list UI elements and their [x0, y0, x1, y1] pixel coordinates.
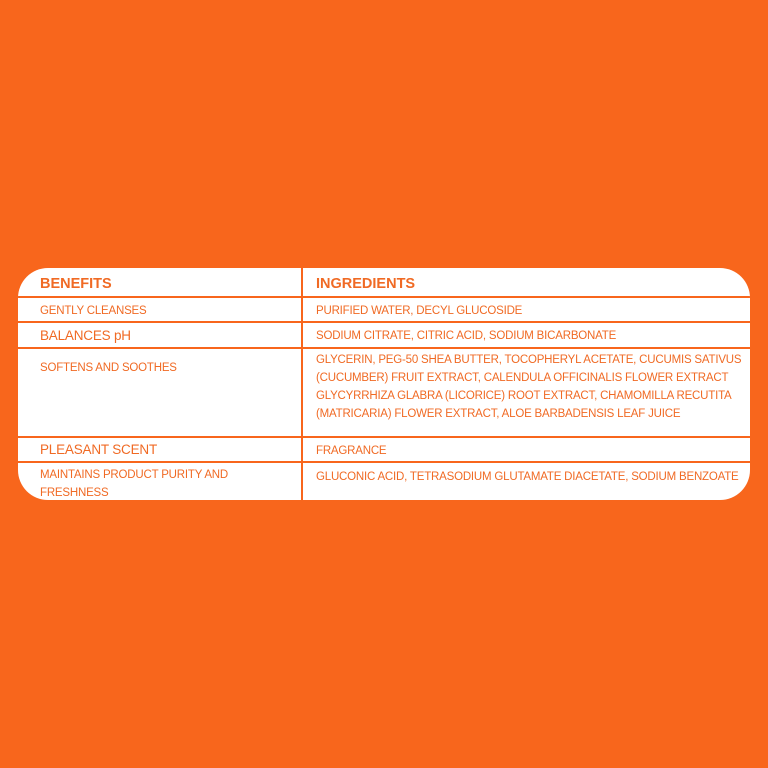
benefit-cell: GENTLY CLEANSES: [40, 305, 147, 317]
benefit-cell: PLEASANT SCENT: [40, 442, 157, 457]
ingredient-cell: GLYCYRRHIZA GLABRA (LICORICE) ROOT EXTRACT, CHAMOMILLA RECUTITA: [316, 390, 732, 402]
ingredient-cell: GLUCONIC ACID, TETRASODIUM GLUTAMATE DIACETATE, SODIUM BENZOATE: [316, 471, 739, 483]
ingredient-cell: PURIFIED WATER, DECYL GLUCOSIDE: [316, 305, 523, 317]
ingredients-table: [18, 268, 750, 500]
row-divider: [18, 321, 750, 323]
benefit-cell: SOFTENS AND SOOTHES: [40, 362, 177, 374]
benefit-cell: BALANCES pH: [40, 328, 131, 343]
row-divider: [18, 347, 750, 349]
row-divider: [18, 436, 750, 438]
ingredient-cell: (CUCUMBER) FRUIT EXTRACT, CALENDULA OFFICINALIS FLOWER EXTRACT: [316, 372, 729, 384]
row-divider: [18, 296, 750, 298]
ingredient-cell: GLYCERIN, PEG-50 SHEA BUTTER, TOCOPHERYL ACETATE, CUCUMIS SATIVUS: [316, 354, 742, 366]
table-grid: [18, 268, 750, 500]
ingredients-header: INGREDIENTS: [316, 276, 416, 292]
benefit-cell: MAINTAINS PRODUCT PURITY AND FRESHNESS: [40, 469, 229, 499]
column-divider: [301, 268, 303, 500]
ingredient-cell: (MATRICARIA) FLOWER EXTRACT, ALOE BARBADENSIS LEAF JUICE: [316, 408, 681, 420]
row-divider: [18, 461, 750, 463]
benefits-header: BENEFITS: [40, 276, 112, 292]
ingredient-cell: SODIUM CITRATE, CITRIC ACID, SODIUM BICARBONATE: [316, 330, 617, 342]
ingredient-cell: FRAGRANCE: [316, 445, 387, 457]
